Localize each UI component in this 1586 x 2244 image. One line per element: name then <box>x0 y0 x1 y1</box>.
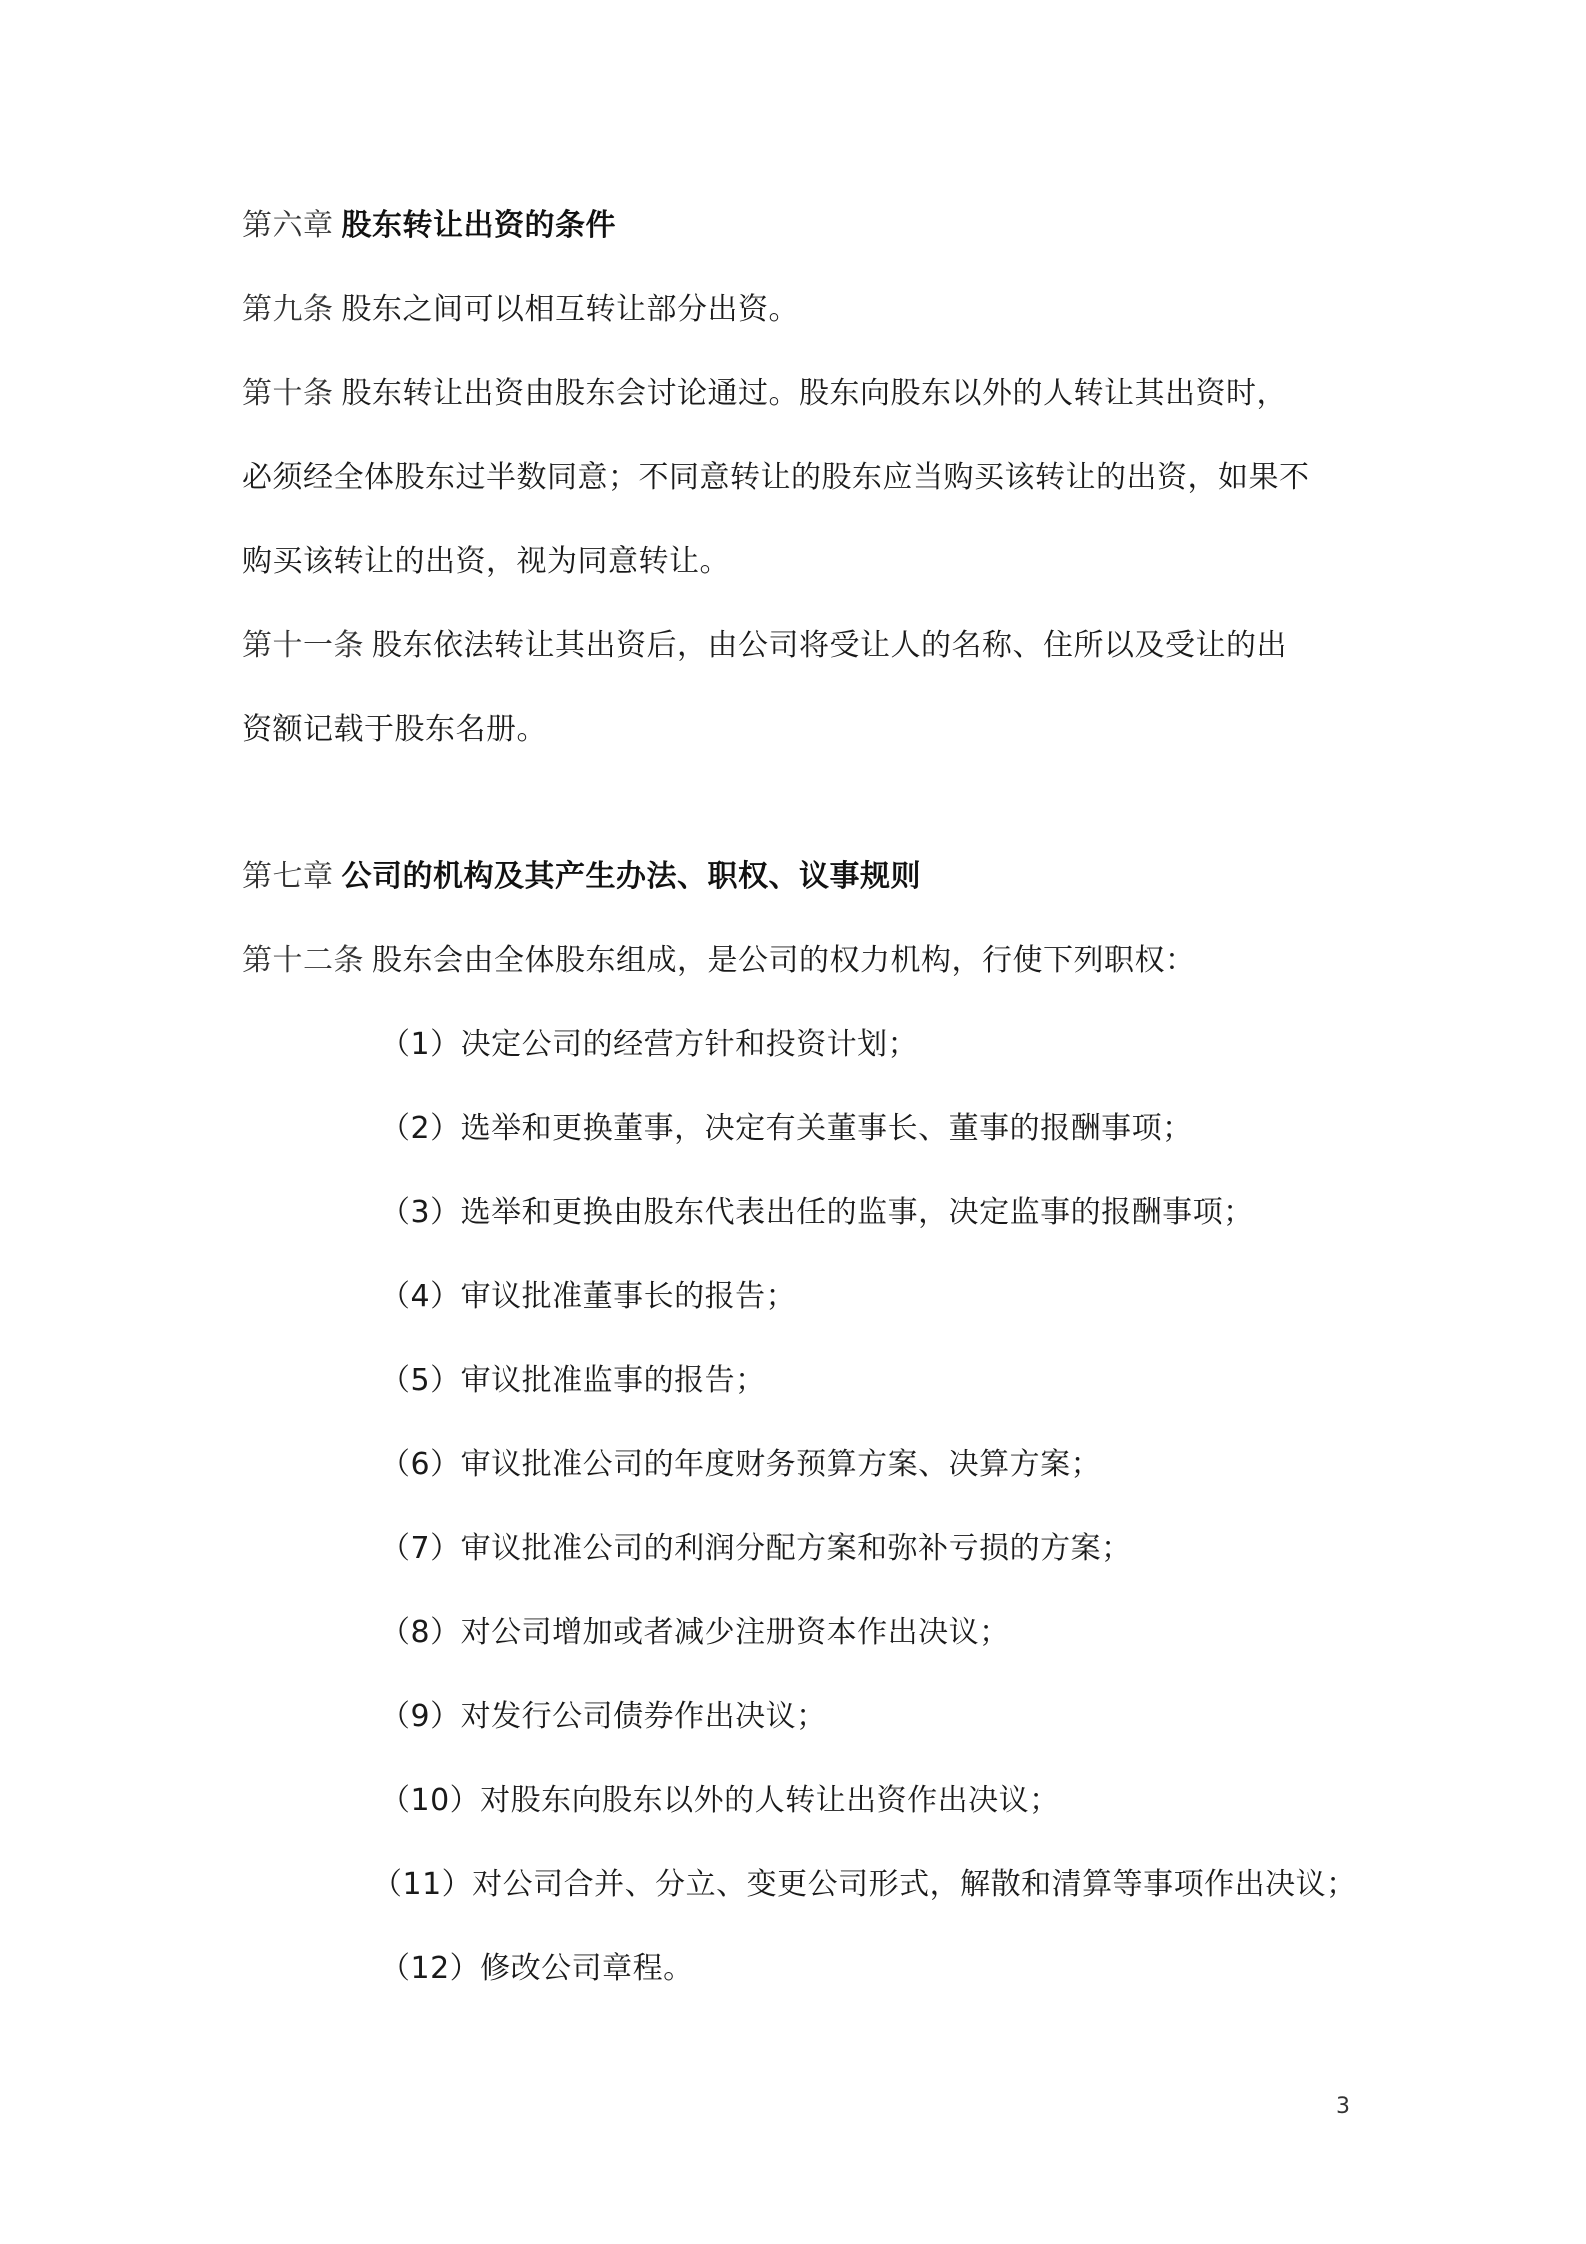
article-12-label: 第十二条 <box>242 943 364 978</box>
power-item-12: （12）修改公司章程。 <box>380 1951 694 1986</box>
article-11-line-2: 资额记载于股东名册。 <box>242 712 547 747</box>
power-item-2: （2）选举和更换董事，决定有关董事长、董事的报酬事项； <box>380 1111 1193 1146</box>
article-11-line-1 <box>242 626 1287 666</box>
power-item-8: （8）对公司增加或者减少注册资本作出决议； <box>380 1615 1010 1650</box>
power-item-7: （7）审议批准公司的利润分配方案和弥补亏损的方案； <box>380 1531 1132 1566</box>
chapter-7-label: 第七章 <box>242 859 334 894</box>
article-9-text: 股东之间可以相互转让部分出资。 <box>341 292 799 327</box>
chapter-7-heading <box>242 857 921 897</box>
chapter-6-label: 第六章 <box>242 208 334 243</box>
chapter-7-title: 公司的机构及其产生办法、职权、议事规则 <box>341 859 921 894</box>
article-11-label: 第十一条 <box>242 628 364 663</box>
article-10-label: 第十条 <box>242 376 334 411</box>
power-item-9: （9）对发行公司债券作出决议； <box>380 1699 827 1734</box>
power-item-6: （6）审议批准公司的年度财务预算方案、决算方案； <box>380 1447 1102 1482</box>
article-10-line-3: 购买该转让的出资，视为同意转让。 <box>242 544 730 579</box>
article-10-line-1 <box>242 374 1287 414</box>
power-item-10: （10）对股东向股东以外的人转让出资作出决议； <box>380 1783 1060 1818</box>
article-12 <box>242 941 1196 981</box>
power-item-5: （5）审议批准监事的报告； <box>380 1363 766 1398</box>
article-9 <box>242 290 799 330</box>
power-item-11: （11）对公司合并、分立、变更公司形式，解散和清算等事项作出决议； <box>372 1867 1357 1902</box>
power-item-4: （4）审议批准董事长的报告； <box>380 1279 797 1314</box>
page-number: 3 <box>1336 2094 1350 2119</box>
article-10-line-2: 必须经全体股东过半数同意；不同意转让的股东应当购买该转让的出资，如果不 <box>242 460 1310 495</box>
article-9-label: 第九条 <box>242 292 334 327</box>
power-item-3: （3）选举和更换由股东代表出任的监事，决定监事的报酬事项； <box>380 1195 1254 1230</box>
article-10-text-1: 股东转让出资由股东会讨论通过。股东向股东以外的人转让其出资时， <box>341 376 1287 411</box>
chapter-6-title: 股东转让出资的条件 <box>341 208 616 243</box>
chapter-6-heading <box>242 206 616 246</box>
article-12-text: 股东会由全体股东组成，是公司的权力机构，行使下列职权： <box>372 943 1196 978</box>
power-item-1: （1）决定公司的经营方针和投资计划； <box>380 1027 919 1062</box>
article-11-text-1: 股东依法转让其出资后，由公司将受让人的名称、住所以及受让的出 <box>372 628 1287 663</box>
